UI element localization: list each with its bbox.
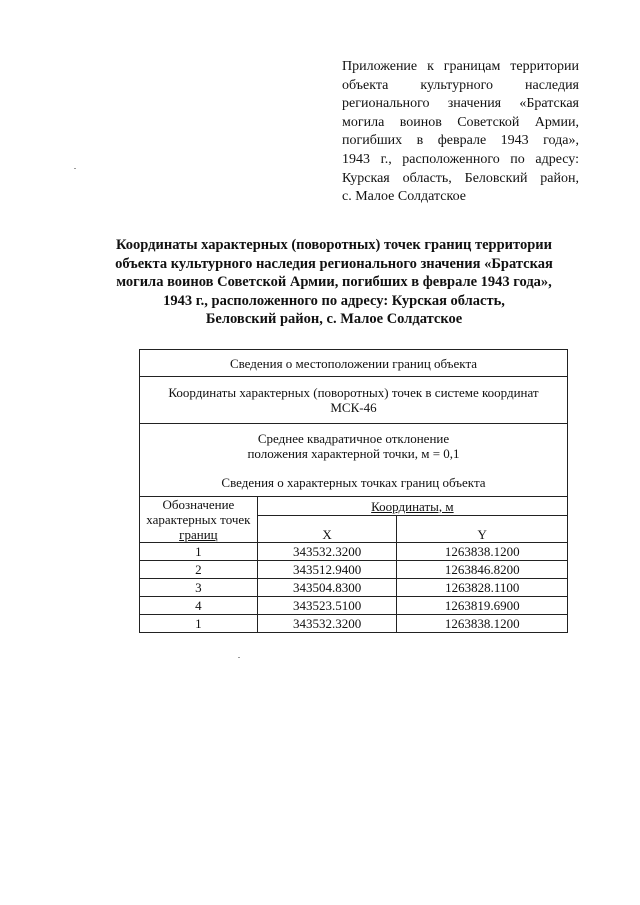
- table-row: [140, 543, 568, 561]
- x-header: X: [257, 516, 397, 543]
- table-row: [140, 615, 568, 633]
- deviation-cell: [140, 424, 568, 497]
- title-line: могила воинов Советской Армии, погибших в феврале 1943 года»,: [116, 274, 552, 290]
- coordinates-table: [139, 349, 568, 633]
- appendix-line: Приложение к границам территории: [342, 59, 579, 74]
- points-info: Сведения о характерных точках границ объекта: [221, 474, 486, 490]
- point-x: 343523.5100: [257, 597, 397, 615]
- point-y: 1263819.6900: [397, 597, 568, 615]
- title-line: объекта культурного наследия регионального значения «Братская: [115, 255, 553, 272]
- title-line: Беловский район, с. Малое Солдатское: [205, 311, 463, 327]
- y-header: Y: [397, 516, 568, 543]
- table-row: [140, 561, 568, 579]
- designation-header-line: границ: [179, 527, 218, 542]
- appendix-line: регионального значения «Братская: [342, 96, 579, 112]
- point-x: 343512.9400: [257, 561, 397, 579]
- appendix-line: Курская область, Беловский район,: [342, 170, 579, 186]
- coordinates-header: Координаты, м: [257, 497, 567, 516]
- point-x: 343532.3200: [257, 615, 397, 633]
- coordinate-system-name: МСК-46: [330, 400, 377, 415]
- title-line: 1943 г., расположенного по адресу: Курская область,: [163, 292, 505, 309]
- document-title: [90, 236, 578, 329]
- designation-header: [140, 497, 258, 543]
- appendix-line: могила воинов Советской Армии,: [342, 114, 579, 130]
- scan-speck: [74, 168, 76, 169]
- designation-header-line: Обозначение: [162, 497, 235, 512]
- point-y: 1263838.1200: [397, 543, 568, 561]
- coordinate-system-line: Координаты характерных (поворотных) точек в системе координат: [168, 385, 539, 400]
- section-title-cell: Сведения о местоположении границ объекта: [140, 350, 568, 377]
- point-y: 1263846.8200: [397, 561, 568, 579]
- appendix-line: погибших в феврале 1943 года»,: [342, 133, 579, 149]
- designation-header-line: характерных точек: [146, 512, 251, 527]
- point-x: 343504.8300: [257, 579, 397, 597]
- appendix-note: [342, 58, 579, 207]
- appendix-line: 1943 г., расположенного по адресу:: [342, 151, 579, 167]
- point-id: 2: [140, 561, 258, 579]
- deviation-line: Среднее квадратичное отклонение: [257, 430, 450, 446]
- table-row: [140, 597, 568, 615]
- point-y: 1263838.1200: [397, 615, 568, 633]
- point-id: 1: [140, 543, 258, 561]
- point-y: 1263828.1100: [397, 579, 568, 597]
- point-x: 343532.3200: [257, 543, 397, 561]
- coordinate-system-cell: [140, 377, 568, 424]
- point-id: 4: [140, 597, 258, 615]
- table-row: [140, 579, 568, 597]
- deviation-value: положения характерной точки, м = 0,1: [247, 445, 460, 461]
- point-id: 3: [140, 579, 258, 597]
- appendix-line: с. Малое Солдатское: [342, 189, 466, 205]
- title-line: Координаты характерных (поворотных) точек границ территории: [116, 237, 552, 253]
- point-id: 1: [140, 615, 258, 633]
- appendix-line: объекта культурного наследия: [342, 77, 579, 93]
- scan-speck: [238, 657, 240, 658]
